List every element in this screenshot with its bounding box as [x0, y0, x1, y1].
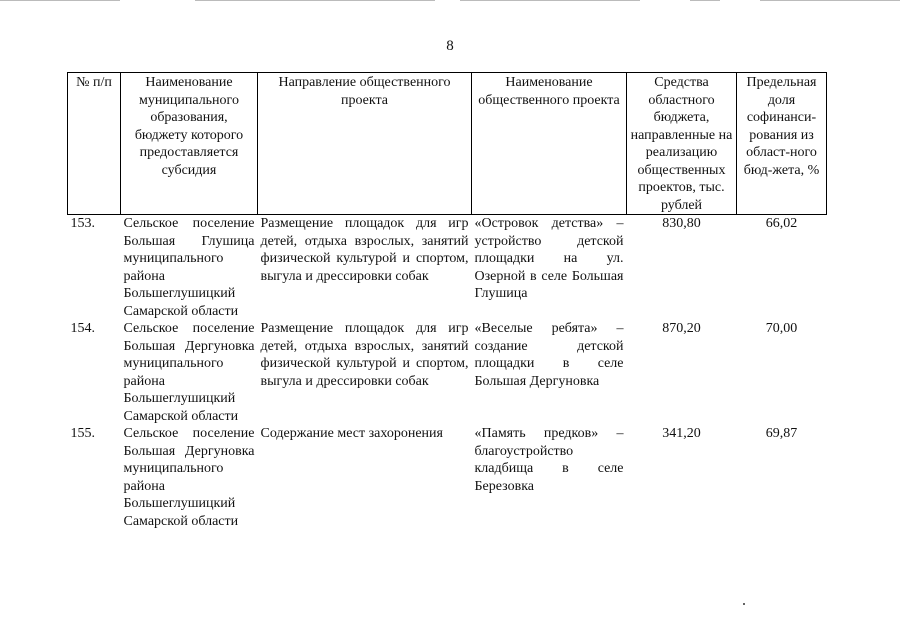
row-funds: 341,20 [662, 426, 701, 441]
row-project: «Память предков» – благоустройство кладбища в селе Березовка [474, 426, 624, 494]
row-funds: 830,80 [662, 216, 701, 231]
page-number: 8 [446, 38, 454, 54]
row-municipality: Сельское поселение Большая Дергуновка муниципального района Большеглушицкий Самарской области [123, 426, 255, 529]
table-row [68, 320, 827, 425]
row-funds: 870,20 [662, 321, 701, 336]
scan-speck [743, 603, 745, 605]
row-share: 66,02 [765, 216, 798, 231]
table-row [68, 425, 827, 530]
table-row [68, 215, 827, 321]
row-project: «Островок детства» – устройство детской площадки на ул. Озерной в селе Большая Глушица [474, 216, 624, 301]
row-direction: Размещение площадок для игр детей, отдыха взрослых, занятий физической культурой и спортом, выгула и дрессировки собак [260, 321, 469, 389]
row-number: 153. [70, 216, 95, 231]
header-project: Наименование общественного проекта [472, 73, 627, 215]
row-number: 154. [70, 321, 95, 336]
table-header-row [68, 73, 827, 215]
row-municipality: Сельское поселение Большая Глушица муниципального района Большеглушицкий Самарской области [123, 216, 255, 319]
row-share: 69,87 [765, 426, 798, 441]
header-number: № п/п [68, 73, 121, 215]
row-share: 70,00 [765, 321, 798, 336]
header-funds: Средства областного бюджета, направленные на реализацию общественных проектов, тыс. рублей [627, 73, 737, 215]
row-number: 155. [70, 426, 95, 441]
subsidy-table [67, 72, 827, 530]
row-direction: Содержание мест захоронения [260, 426, 443, 441]
row-project: «Веселые ребята» – создание детской площадки в селе Большая Дергуновка [474, 321, 624, 389]
header-municipality: Наименование муниципального образования, бюджету которого предоставляется субсидия [121, 73, 258, 215]
header-direction: Направление общественного проекта [258, 73, 472, 215]
row-municipality: Сельское поселение Большая Дергуновка муниципального района Большеглушицкий Самарской области [123, 321, 255, 424]
header-share: Предельная доля софинанси-рования из област-ного бюд-жета, % [737, 73, 827, 215]
row-direction: Размещение площадок для игр детей, отдыха взрослых, занятий физической культурой и спортом, выгула и дрессировки собак [260, 216, 469, 284]
